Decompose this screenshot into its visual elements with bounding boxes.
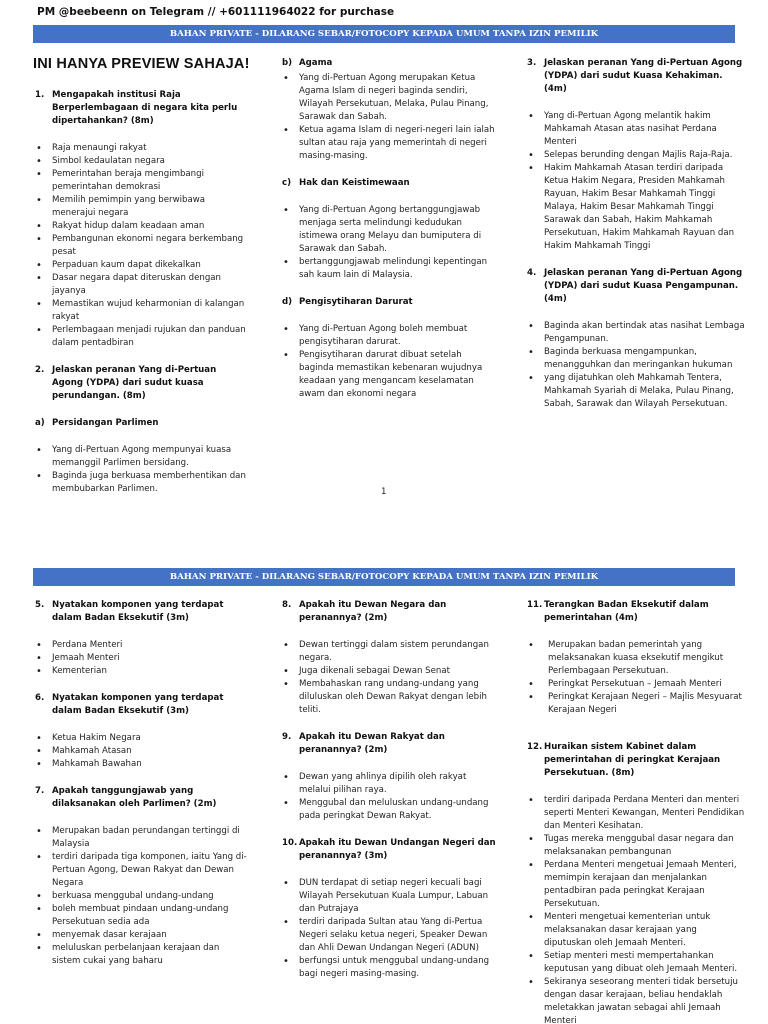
question-text: Apakah itu Dewan Rakyat dan peranannya? (2m) [299, 732, 445, 755]
list-item: • Yang di-Pertuan Agong mempunyai kuasa memanggil Parlimen bersidang. [35, 444, 250, 470]
answer-list-q7 [35, 825, 250, 968]
list-item: • Setiap menteri mesti mempertahankan keputusan yang dibuat oleh Jemaah Menteri. [527, 950, 745, 976]
page-number: 1 [381, 487, 387, 497]
subheading-d [282, 296, 497, 309]
list-item: • Raja menaungi rakyat [35, 142, 250, 155]
question-number: 7. [35, 786, 45, 796]
answer-list-q2c [282, 204, 497, 282]
list-item: • Yang di-Pertuan Agong bertanggungjawab menjaga serta melindungi kedudukan istimewa orang Melayu dan bumiputera di Sarawak dan Sabah. [282, 204, 497, 256]
sub-title: Persidangan Parlimen [52, 418, 159, 428]
list-item: • Perdana Menteri mengetuai Jemaah Menteri, memimpin kerajaan dan menjalankan pentadbiran pada peringkat Kerajaan Persekutuan. [527, 859, 745, 911]
question-9 [282, 731, 497, 757]
list-item: • Baginda akan bertindak atas nasihat Lembaga Pengampunan. [527, 320, 745, 346]
purchase-contact-note: PM @beebeenn on Telegram // +601111964022 for purchase [37, 6, 395, 18]
answer-list-q11 [527, 639, 745, 717]
question-number: 1. [35, 90, 45, 100]
question-6 [35, 692, 250, 718]
list-item: • terdiri daripada Sultan atau Yang di-Pertua Negeri selaku ketua negeri, Speaker Dewan dan Ahli Dewan Undangan Negeri (ADUN) [282, 916, 497, 955]
answer-list-q2a [35, 444, 250, 496]
question-number: 9. [282, 732, 292, 742]
answer-list-q3 [527, 110, 745, 253]
question-8 [282, 599, 497, 625]
list-item: • Perlembagaan menjadi rujukan dan panduan dalam pentadbiran [35, 324, 250, 350]
list-item: • Tugas mereka menggubal dasar negara dan melaksanakan pembangunan [527, 833, 745, 859]
list-item: • terdiri daripada tiga komponen, iaitu Yang di-Pertuan Agong, Dewan Rakyat dan Dewan Negara [35, 851, 250, 890]
list-item: • berfungsi untuk menggubal undang-undang bagi negeri masing-masing. [282, 955, 497, 981]
list-item: • Menggubal dan meluluskan undang-undang pada peringkat Dewan Rakyat. [282, 797, 497, 823]
answer-list-q4 [527, 320, 745, 411]
list-item: • Merupakan badan pemerintah yang melaksanakan kuasa eksekutif mengikut Perlembagaan Persekutuan. [527, 639, 745, 678]
list-item: • Memilih pemimpin yang berwibawa menerajui negara [35, 194, 250, 220]
list-item: • Pemerintahan beraja mengimbangi pemerintahan demokrasi [35, 168, 250, 194]
question-text: Jelaskan peranan Yang di-Pertuan Agong (YDPA) dari sudut Kuasa Pengampunan. (4m) [544, 268, 743, 304]
question-12 [527, 741, 745, 780]
list-item: • Ketua Hakim Negara [35, 732, 250, 745]
list-item: • Dasar negara dapat diteruskan dengan jayanya [35, 272, 250, 298]
list-item: • Mahkamah Atasan [35, 745, 250, 758]
list-item: • Dewan yang ahlinya dipilih oleh rakyat melalui pilihan raya. [282, 771, 497, 797]
list-item: • Simbol kedaulatan negara [35, 155, 250, 168]
page1-column-left [35, 58, 250, 510]
list-item: • bertanggungjawab melindungi kepentingan sah kaum lain di Malaysia. [282, 256, 497, 282]
page2-column-right [527, 599, 745, 1024]
list-item: • Baginda juga berkuasa memberhentikan dan membubarkan Parlimen. [35, 470, 250, 496]
question-10 [282, 837, 497, 863]
answer-list-q2b [282, 72, 497, 163]
list-item: • Rakyat hidup dalam keadaan aman [35, 220, 250, 233]
question-number: 12. [527, 742, 543, 752]
list-item: • Mahkamah Bawahan [35, 758, 250, 771]
question-4 [527, 267, 745, 306]
list-item: • Hakim Mahkamah Atasan terdiri daripada Ketua Hakim Negara, Presiden Mahkamah Rayuan, Hakim Besar Mahkamah Tinggi Malaya, Hakim Besar Mahkamah Tinggi Sarawak dan Sabah, Hakim Mahkamah Persekutuan, Hakim Mahkamah Rayuan dan Hakim Mahkamah Tinggi [527, 162, 745, 253]
list-item: • Yang di-Pertuan Agong merupakan Ketua Agama Islam di negeri baginda sendiri, Wilayah Persekutuan, Melaka, Pulau Pinang, Sarawak dan Sabah. [282, 72, 497, 124]
page1-column-right [527, 57, 745, 425]
page1-column-middle [282, 57, 497, 415]
list-item: • Menteri mengetuai kementerian untuk melaksanakan dasar kerajaan yang diputuskan oleh Jemaah Menteri. [527, 911, 745, 950]
list-item: • Memastikan wujud keharmonian di kalangan rakyat [35, 298, 250, 324]
question-number: 3. [527, 58, 537, 68]
question-number: 8. [282, 600, 292, 610]
question-text: Terangkan Badan Eksekutif dalam pemerintahan (4m) [544, 600, 709, 623]
page2-column-left [35, 599, 250, 982]
list-item: • Dewan tertinggi dalam sistem perundangan negara. [282, 639, 497, 665]
list-item: • menyemak dasar kerajaan [35, 929, 250, 942]
list-item: • Peringkat Persekutuan – Jemaah Menteri [527, 678, 745, 691]
page2-column-middle [282, 599, 497, 995]
question-number: 6. [35, 693, 45, 703]
question-text: Jelaskan peranan Yang di-Pertuan Agong (YDPA) dari sudut kuasa perundangan. (8m) [52, 365, 217, 401]
sub-label: d) [282, 297, 293, 307]
question-text: Mengapakah institusi Raja Berperlembagaan di negara kita perlu dipertahankan? (8m) [52, 90, 238, 126]
list-item: • terdiri daripada Perdana Menteri dan menteri seperti Menteri Kewangan, Menteri Pendidikan dan Menteri Kesihatan. [527, 794, 745, 833]
answer-list-q2d [282, 323, 497, 401]
question-text: Nyatakan komponen yang terdapat dalam Badan Eksekutif (3m) [52, 600, 224, 623]
subheading-c [282, 177, 497, 190]
sub-label: b) [282, 58, 293, 68]
subheading-b [282, 57, 497, 70]
question-number: 2. [35, 365, 45, 375]
list-item: • meluluskan perbelanjaan kerajaan dan sistem cukai yang baharu [35, 942, 250, 968]
sub-title: Agama [299, 58, 333, 68]
list-item: • Peringkat Kerajaan Negeri – Majlis Mesyuarat Kerajaan Negeri [527, 691, 745, 717]
question-2 [35, 364, 250, 403]
private-material-banner: BAHAN PRIVATE - DILARANG SEBAR/FOTOCOPY KEPADA UMUM TANPA IZIN PEMILIK [33, 25, 735, 43]
answer-list-q12 [527, 794, 745, 1024]
question-text: Nyatakan komponen yang terdapat dalam Badan Eksekutif (3m) [52, 693, 224, 716]
list-item: • yang dijatuhkan oleh Mahkamah Tentera, Mahkamah Syariah di Melaka, Pulau Pinang, Sabah, Sarawak dan Wilayah Persekutuan. [527, 372, 745, 411]
list-item: • Merupakan badan perundangan tertinggi di Malaysia [35, 825, 250, 851]
list-item: • Baginda berkuasa mengampunkan, menangguhkan dan meringankan hukuman [527, 346, 745, 372]
answer-list-q8 [282, 639, 497, 717]
question-11 [527, 599, 745, 625]
question-5 [35, 599, 250, 625]
question-number: 11. [527, 600, 543, 610]
list-item: • Yang di-Pertuan Agong boleh membuat pengisytiharan darurat. [282, 323, 497, 349]
answer-list-q1 [35, 142, 250, 350]
question-number: 4. [527, 268, 537, 278]
private-material-banner: BAHAN PRIVATE - DILARANG SEBAR/FOTOCOPY KEPADA UMUM TANPA IZIN PEMILIK [33, 568, 735, 586]
list-item: • Yang di-Pertuan Agong melantik hakim Mahkamah Atasan atas nasihat Perdana Menteri [527, 110, 745, 149]
question-text: Apakah tanggungjawab yang dilaksanakan oleh Parlimen? (2m) [52, 786, 217, 809]
list-item: • Membahaskan rang undang-undang yang diluluskan oleh Dewan Rakyat dengan lebih teliti. [282, 678, 497, 717]
question-text: Huraikan sistem Kabinet dalam pemerintahan di peringkat Kerajaan Persekutuan. (8m) [544, 742, 721, 778]
list-item: • boleh membuat pindaan undang-undang Persekutuan sedia ada [35, 903, 250, 929]
question-7 [35, 785, 250, 811]
question-number: 5. [35, 600, 45, 610]
subheading-a [35, 417, 250, 430]
list-item: • Perdana Menteri [35, 639, 250, 652]
list-item: • Sekiranya seseorang menteri tidak bersetuju dengan dasar kerajaan, beliau hendaklah meletakkan jawatan sebagai ahli Jemaah Menteri [527, 976, 745, 1024]
list-item: • Perpaduan kaum dapat dikekalkan [35, 259, 250, 272]
question-3 [527, 57, 745, 96]
list-item: • berkuasa menggubal undang-undang [35, 890, 250, 903]
question-text: Jelaskan peranan Yang di-Pertuan Agong (YDPA) dari sudut Kuasa Kehakiman. (4m) [544, 58, 743, 94]
list-item: • Pembangunan ekonomi negara berkembang pesat [35, 233, 250, 259]
answer-list-q9 [282, 771, 497, 823]
sub-label: a) [35, 418, 45, 428]
list-item: • Pengisytiharan darurat dibuat setelah baginda memastikan kebenaran wujudnya keadaan yang mengancam keselamatan awam dan ekonomi negara [282, 349, 497, 401]
list-item: • Juga dikenali sebagai Dewan Senat [282, 665, 497, 678]
answer-list-q10 [282, 877, 497, 981]
sub-title: Hak dan Keistimewaan [299, 178, 410, 188]
list-item: • DUN terdapat di setiap negeri kecuali bagi Wilayah Persekutuan Kuala Lumpur, Labuan dan Putrajaya [282, 877, 497, 916]
answer-list-q5 [35, 639, 250, 678]
list-item: • Jemaah Menteri [35, 652, 250, 665]
question-text: Apakah itu Dewan Undangan Negeri dan peranannya? (3m) [299, 838, 496, 861]
preview-title: INI HANYA PREVIEW SAHAJA! [33, 56, 250, 72]
question-number: 10. [282, 838, 298, 848]
sub-title: Pengisytiharan Darurat [299, 297, 413, 307]
list-item: • Ketua agama Islam di negeri-negeri lain ialah sultan atau raja yang memerintah di negeri masing-masing. [282, 124, 497, 163]
sub-label: c) [282, 178, 292, 188]
question-text: Apakah itu Dewan Negara dan peranannya? (2m) [299, 600, 447, 623]
list-item: • Kementerian [35, 665, 250, 678]
list-item: • Selepas berunding dengan Majlis Raja-Raja. [527, 149, 745, 162]
answer-list-q6 [35, 732, 250, 771]
question-1 [35, 89, 250, 128]
